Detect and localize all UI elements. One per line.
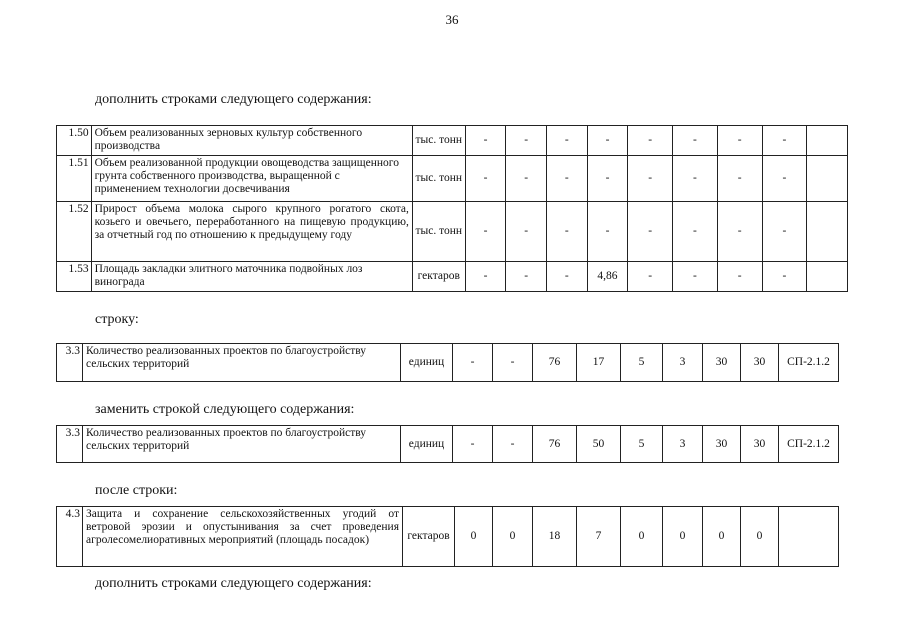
- value-cell: 3: [663, 426, 703, 463]
- value-cell: -: [587, 126, 628, 156]
- value-cell: 4,86: [587, 262, 628, 292]
- value-cell: 30: [703, 426, 741, 463]
- page-number: 36: [445, 12, 459, 27]
- value-cell: 50: [577, 426, 621, 463]
- row-number-cell: 4.3: [57, 507, 83, 567]
- value-cell: [807, 156, 848, 202]
- value-cell: -: [465, 126, 506, 156]
- value-cell: -: [547, 156, 588, 202]
- row-number-cell: 1.53: [57, 262, 92, 292]
- unit-cell: единиц: [401, 344, 453, 382]
- value-cell: -: [587, 202, 628, 262]
- table-row: [57, 202, 848, 262]
- value-cell: 30: [703, 344, 741, 382]
- value-cell: [807, 126, 848, 156]
- value-cell: -: [493, 426, 533, 463]
- value-cell: 5: [621, 344, 663, 382]
- value-cell: -: [628, 126, 673, 156]
- table-row: [57, 507, 839, 567]
- indicator-name-cell: Объем реализованной продукции овощеводства защищенного грунта собственного производства, выращенной с применением технологии досвечивания: [91, 156, 412, 202]
- value-cell: -: [506, 202, 547, 262]
- value-cell: -: [673, 262, 718, 292]
- value-cell: -: [628, 262, 673, 292]
- value-cell: -: [465, 262, 506, 292]
- unit-cell: гектаров: [412, 262, 465, 292]
- value-cell: 18: [533, 507, 577, 567]
- value-cell: 0: [455, 507, 493, 567]
- table-old-row: [56, 343, 839, 382]
- value-cell: -: [453, 426, 493, 463]
- value-cell: -: [717, 156, 762, 202]
- value-cell: [807, 262, 848, 292]
- unit-cell: тыс. тонн: [412, 202, 465, 262]
- value-cell: -: [762, 126, 807, 156]
- value-cell: -: [673, 202, 718, 262]
- value-cell: 0: [493, 507, 533, 567]
- value-cell: -: [465, 202, 506, 262]
- value-cell: 17: [577, 344, 621, 382]
- table-row: [57, 126, 848, 156]
- row-number-cell: 1.50: [57, 126, 92, 156]
- value-cell: -: [673, 126, 718, 156]
- indicator-name-cell: Прирост объема молока сырого крупного рогатого скота, козьего и овечьего, переработанного на пищевую продукцию, за отчетный год по отношению к предыдущему году: [91, 202, 412, 262]
- value-cell: [779, 507, 839, 567]
- value-cell: -: [547, 262, 588, 292]
- indicator-name-cell: Количество реализованных проектов по благоустройству сельских территорий: [83, 426, 401, 463]
- value-cell: -: [628, 202, 673, 262]
- caption-row: строку:: [95, 312, 139, 327]
- caption-after-row: после строки:: [95, 483, 178, 498]
- table-row: [57, 156, 848, 202]
- value-cell: -: [587, 156, 628, 202]
- unit-cell: гектаров: [403, 507, 455, 567]
- value-cell: -: [717, 126, 762, 156]
- indicator-name-cell: Количество реализованных проектов по благоустройству сельских территорий: [83, 344, 401, 382]
- row-number-cell: 1.52: [57, 202, 92, 262]
- value-cell: 76: [533, 426, 577, 463]
- indicator-name-cell: Объем реализованных зерновых культур собственного производства: [91, 126, 412, 156]
- indicator-name-cell: Защита и сохранение сельскохозяйственных угодий от ветровой эрозии и опустынивания за счет проведения агролесомелиоративных мероприятий (площадь посадок): [83, 507, 403, 567]
- unit-cell: тыс. тонн: [412, 156, 465, 202]
- value-cell: -: [717, 202, 762, 262]
- value-cell: СП-2.1.2: [779, 344, 839, 382]
- unit-cell: единиц: [401, 426, 453, 463]
- value-cell: 0: [663, 507, 703, 567]
- value-cell: [807, 202, 848, 262]
- table-after-row: [56, 506, 839, 567]
- value-cell: -: [717, 262, 762, 292]
- value-cell: СП-2.1.2: [779, 426, 839, 463]
- value-cell: -: [506, 126, 547, 156]
- value-cell: 30: [741, 344, 779, 382]
- table-row: [57, 426, 839, 463]
- value-cell: 0: [703, 507, 741, 567]
- table-row: [57, 344, 839, 382]
- value-cell: -: [506, 262, 547, 292]
- value-cell: 0: [741, 507, 779, 567]
- value-cell: 30: [741, 426, 779, 463]
- row-number-cell: 3.3: [57, 426, 83, 463]
- value-cell: -: [547, 126, 588, 156]
- table-row: [57, 262, 848, 292]
- value-cell: -: [506, 156, 547, 202]
- unit-cell: тыс. тонн: [412, 126, 465, 156]
- value-cell: 5: [621, 426, 663, 463]
- value-cell: -: [628, 156, 673, 202]
- value-cell: -: [465, 156, 506, 202]
- value-cell: 7: [577, 507, 621, 567]
- table-replacement-row: [56, 425, 839, 463]
- row-number-cell: 3.3: [57, 344, 83, 382]
- table-new-rows: [56, 125, 848, 292]
- value-cell: -: [673, 156, 718, 202]
- indicator-name-cell: Площадь закладки элитного маточника подвойных лоз винограда: [91, 262, 412, 292]
- value-cell: -: [453, 344, 493, 382]
- caption-add-rows: дополнить строками следующего содержания:: [95, 92, 372, 107]
- value-cell: 76: [533, 344, 577, 382]
- value-cell: 0: [621, 507, 663, 567]
- value-cell: -: [762, 262, 807, 292]
- caption-add-rows-2: дополнить строками следующего содержания:: [95, 576, 372, 591]
- value-cell: 3: [663, 344, 703, 382]
- row-number-cell: 1.51: [57, 156, 92, 202]
- value-cell: -: [493, 344, 533, 382]
- value-cell: -: [762, 156, 807, 202]
- value-cell: -: [547, 202, 588, 262]
- caption-replace: заменить строкой следующего содержания:: [95, 402, 355, 417]
- value-cell: -: [762, 202, 807, 262]
